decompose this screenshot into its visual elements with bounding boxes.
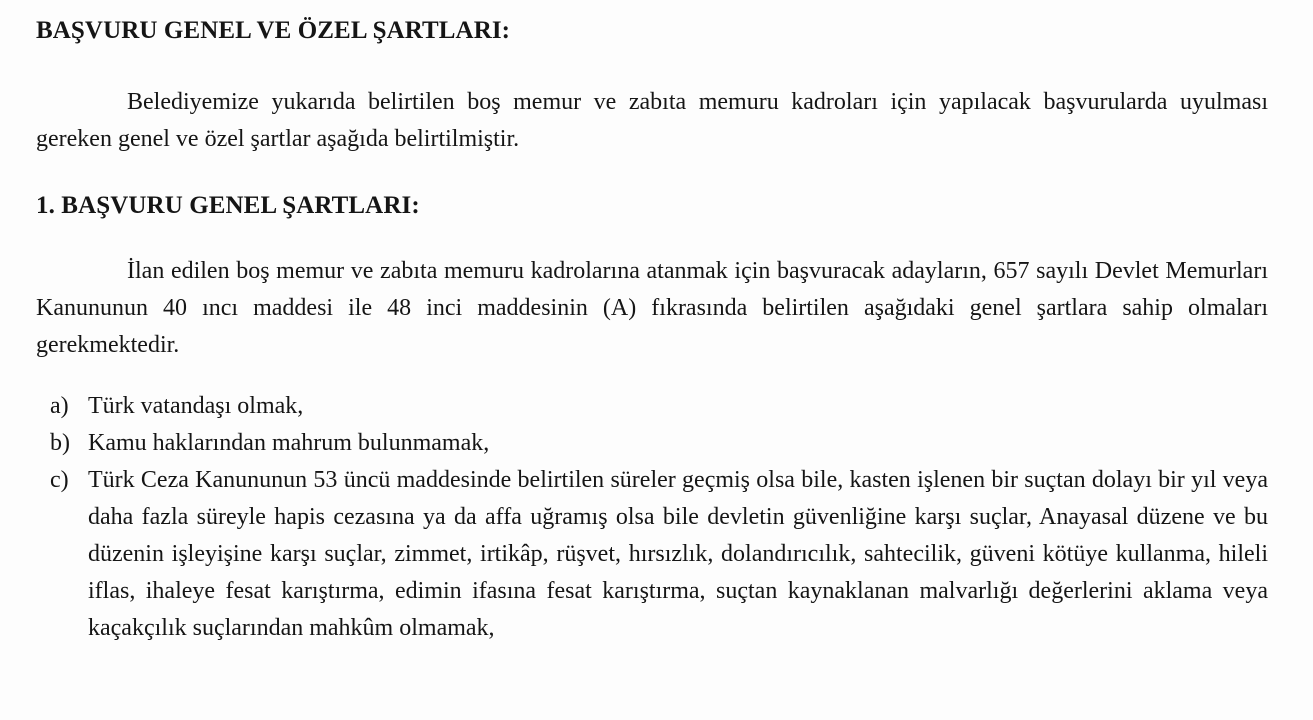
list-marker: a) bbox=[50, 393, 69, 419]
list-marker: b) bbox=[50, 430, 70, 456]
list-item-text: Kamu haklarından mahrum bulunmamak, bbox=[88, 430, 490, 456]
list-item-a bbox=[50, 388, 1268, 425]
list-item-c bbox=[50, 462, 1268, 647]
intro-paragraph: Belediyemize yukarıda belirtilen boş memur ve zabıta memuru kadroları için yapılacak başvurularda uyulması gereken genel ve özel şartlar aşağıda belirtilmiştir. bbox=[36, 89, 1268, 152]
list-item-text: Türk Ceza Kanununun 53 üncü maddesinde belirtilen süreler geçmiş olsa bile, kasten işlenen bir suçtan dolayı bir yıl veya daha fazla süreyle hapis cezasına ya da affa uğramış olsa bile devletin güvenliğine karşı suçlar, Anayasal düzene ve bu düzenin işleyişine karşı suçlar, zimmet, irtikâp, rüşvet, hırsızlık, dolandırıcılık, sahtecilik, güveni kötüye kullanma, hileli iflas, ihaleye fesat karıştırma, edimin ifasına fesat karıştırma, suçtan kaynaklanan malvarlığı değerlerini aklama veya kaçakçılık suçlarından mahkûm olmamak, bbox=[88, 467, 1268, 641]
main-heading: BAŞVURU GENEL VE ÖZEL ŞARTLARI: bbox=[36, 17, 511, 44]
list-marker: c) bbox=[50, 467, 69, 493]
section-1-heading: 1. BAŞVURU GENEL ŞARTLARI: bbox=[36, 192, 420, 219]
section-1-paragraph: İlan edilen boş memur ve zabıta memuru kadrolarına atanmak için başvuracak adayların, 657 sayılı Devlet Memurları Kanununun 40 ıncı maddesi ile 48 inci maddesinin (A) fıkrasında belirtilen aşağıdaki genel şartlara sahip olmaları gerekmektedir. bbox=[36, 258, 1268, 358]
list-item-b bbox=[50, 425, 1268, 462]
list-item-text: Türk vatandaşı olmak, bbox=[88, 393, 304, 419]
general-conditions-list bbox=[50, 388, 1268, 647]
